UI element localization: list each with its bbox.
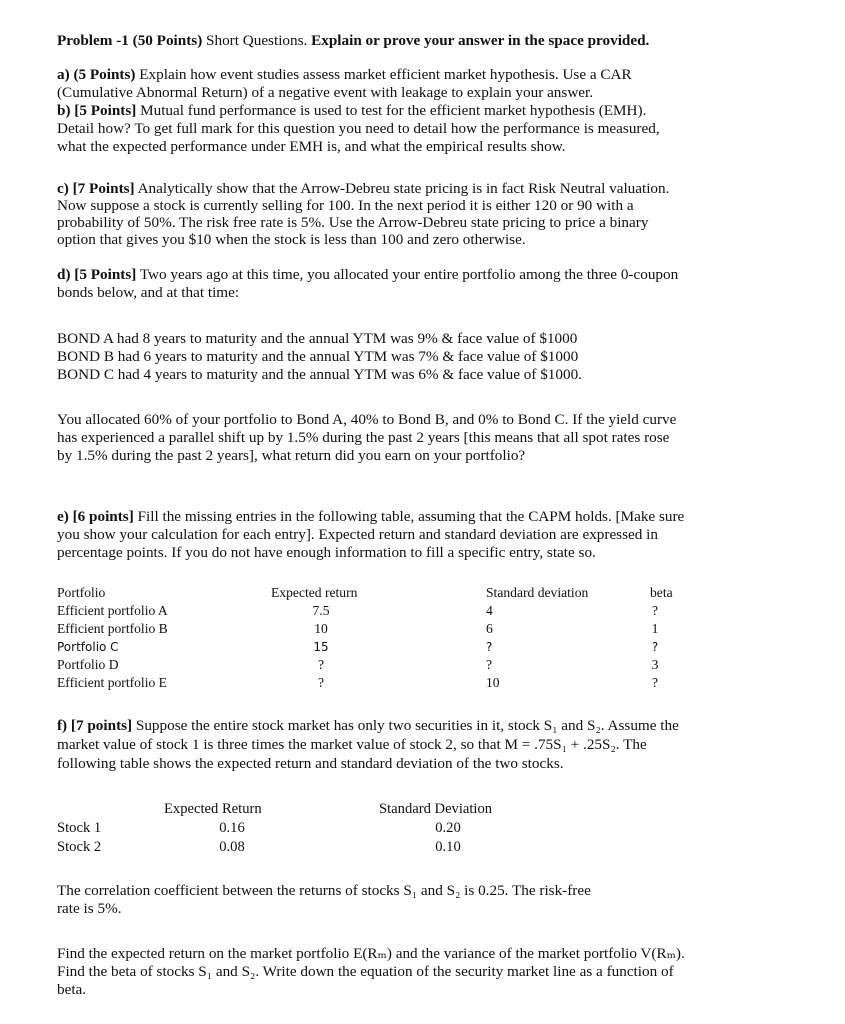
problem-title: Problem -1 (50 Points) Short Questions. Explain or prove your answer in the space provided. (57, 32, 650, 49)
bond-c: BOND C had 4 years to maturity and the annual YTM was 6% & face value of $1000. (57, 366, 582, 383)
question-c: c) [7 Points] Analytically show that the Arrow-Debreu state pricing is in fact Risk Neutral valuation. Now suppose a stock is currently selling for 100. In the next period it is either 120 or 90 with a probability of 50%. The risk free rate is 5%. Use the Arrow-Debreu state pricing to price a binary option that gives you $10 when the stock is less than 100 and zero otherwise. (57, 180, 670, 248)
table-row: Efficient portfolio E ? 10 ? (57, 675, 659, 690)
table-row: Portfolio D ? ? 3 (57, 657, 659, 672)
capm-table (57, 584, 697, 692)
stock-table (57, 800, 537, 857)
final-question: Find the expected return on the market portfolio E(Rₘ) and the variance of the market portfolio V(Rₘ). Find the beta of stocks S₁ and S₂. Write down the equation of the security market line as a function of beta. (57, 945, 685, 998)
bond-a: BOND A had 8 years to maturity and the annual YTM was 9% & face value of $1000 (57, 330, 578, 347)
question-d-label: d) [5 Points] (57, 266, 137, 283)
question-f: f) [7 points] Suppose the entire stock market has only two securities in it, stock S₁ and S₂. Assume the market value of stock 1 is three times the market value of stock 2, so that M = .75S₁ + .25S₂. The following table shows the expected return and standard deviation of the two stocks. (57, 717, 679, 772)
table-row: Efficient portfolio A 7.5 4 ? (57, 603, 659, 618)
table-row: Stock 1 0.16 0.20 (57, 820, 461, 836)
question-e-label: e) [6 points] (57, 508, 134, 525)
bond-b: BOND B had 6 years to maturity and the annual YTM was 7% & face value of $1000 (57, 348, 579, 365)
table-row: Portfolio C 15 ? ? (57, 640, 659, 654)
question-f-label: f) [7 points] (57, 717, 133, 734)
question-b-label: b) [5 Points] (57, 102, 137, 119)
correlation-text: The correlation coefficient between the returns of stocks S₁ and S₂ is 0.25. The risk-free rate is 5%. (57, 882, 591, 917)
question-c-label: c) [7 Points] (57, 180, 135, 197)
question-d: d) [5 Points] Two years ago at this time, you allocated your entire portfolio among the three 0-coupon bonds below, and at that time: (57, 266, 679, 301)
question-a: a) (5 Points) Explain how event studies assess market efficient market hypothesis. Use a CAR (Cumulative Abnormal Return) of a negative event with leakage to explain your answer. (57, 66, 632, 101)
stock-table-header: Expected Return Standard Deviation (164, 801, 493, 817)
question-a-label: a) (5 Points) (57, 66, 136, 83)
table-row: Stock 2 0.08 0.10 (57, 839, 461, 855)
capm-table-header: Portfolio Expected return Standard deviation beta (57, 585, 673, 600)
question-e: e) [6 points] Fill the missing entries in the following table, assuming that the CAPM holds. [Make sure you show your calculation for each entry]. Expected return and standard deviation are expressed in percentage points. If you do not have enough information to fill a specific entry, state so. (57, 508, 685, 561)
bond-list (57, 330, 582, 384)
question-b: b) [5 Points] Mutual fund performance is used to test for the efficient market hypothesis (EMH). Detail how? To get full mark for this question you need to detail how the performance is measured, what the expected performance under EMH is, and what the empirical results show. (57, 102, 660, 155)
table-row: Efficient portfolio B 10 6 1 (57, 621, 659, 636)
question-d-followup: You allocated 60% of your portfolio to Bond A, 40% to Bond B, and 0% to Bond C. If the yield curve has experienced a parallel shift up by 1.5% during the past 2 years [this means that all spot rates rose by 1.5% during the past 2 years], what return did you earn on your portfolio? (57, 411, 677, 464)
